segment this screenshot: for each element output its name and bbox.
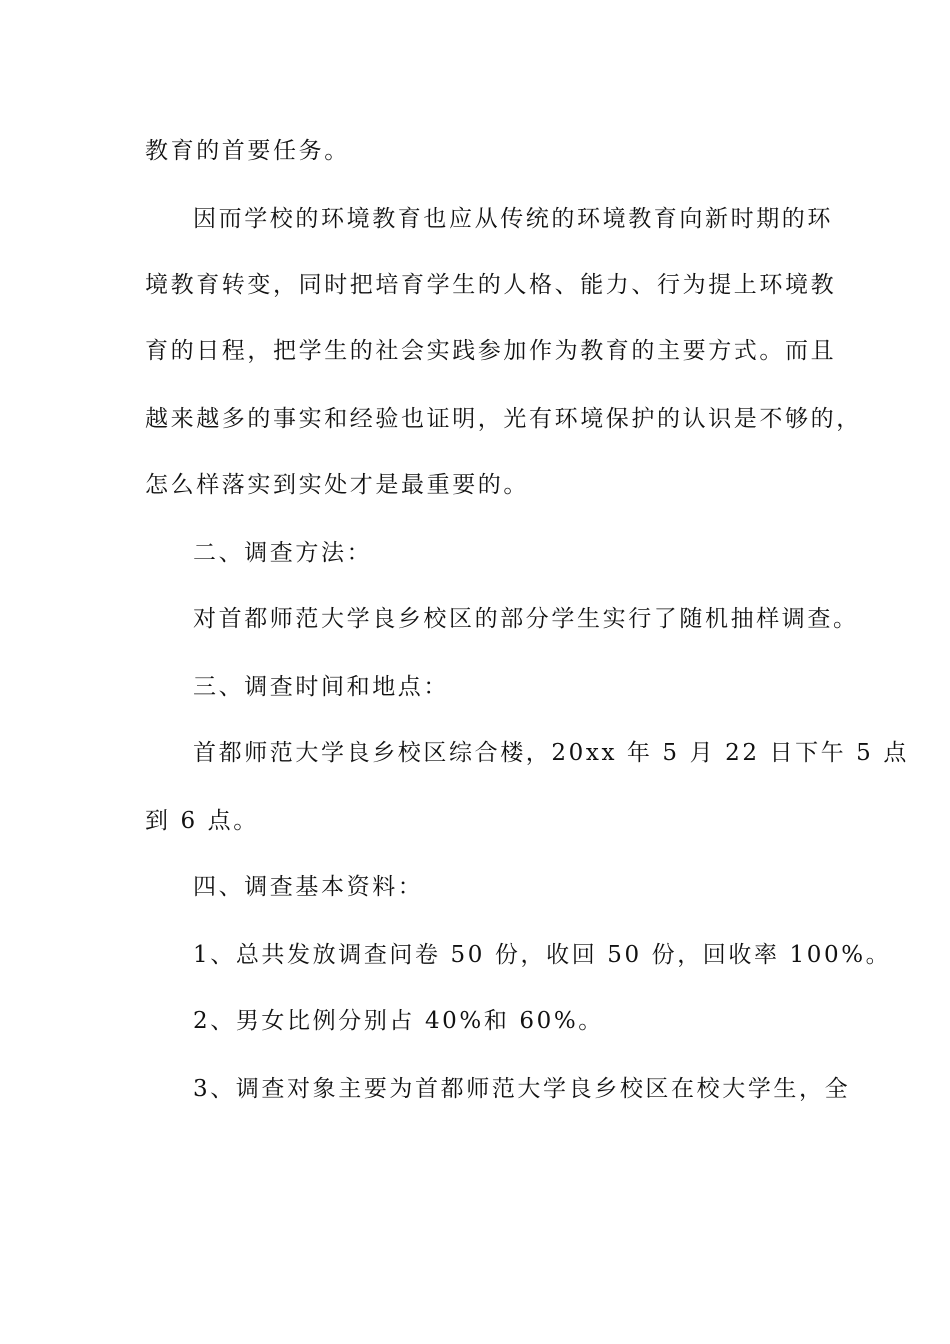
- paragraph-line: 教育的首要任务。: [145, 138, 350, 164]
- list-item: 3、调查对象主要为首都师范大学良乡校区在校大学生，全: [193, 1076, 851, 1102]
- paragraph-line: 越来越多的事实和经验也证明，光有环境保护的认识是不够的，: [145, 406, 862, 432]
- list-item: 2、男女比例分别占 40%和 60%。: [193, 1008, 604, 1034]
- paragraph-line: 首都师范大学良乡校区综合楼，20xx 年 5 月 22 日下午 5 点: [193, 740, 909, 766]
- paragraph-line: 育的日程，把学生的社会实践参加作为教育的主要方式。而且: [145, 338, 837, 364]
- list-item: 1、总共发放调查问卷 50 份，收回 50 份，回收率 100%。: [193, 942, 892, 968]
- paragraph-line: 因而学校的环境教育也应从传统的环境教育向新时期的环: [193, 206, 833, 232]
- paragraph-line: 境教育转变，同时把培育学生的人格、能力、行为提上环境教: [145, 272, 837, 298]
- paragraph-line: 到 6 点。: [145, 808, 259, 834]
- paragraph-line: 对首都师范大学良乡校区的部分学生实行了随机抽样调查。: [193, 606, 859, 632]
- section-heading: 三、调查时间和地点：: [193, 674, 449, 700]
- section-heading: 二、调查方法：: [193, 540, 373, 566]
- section-heading: 四、调查基本资料：: [193, 874, 424, 900]
- paragraph-line: 怎么样落实到实处才是最重要的。: [145, 472, 529, 498]
